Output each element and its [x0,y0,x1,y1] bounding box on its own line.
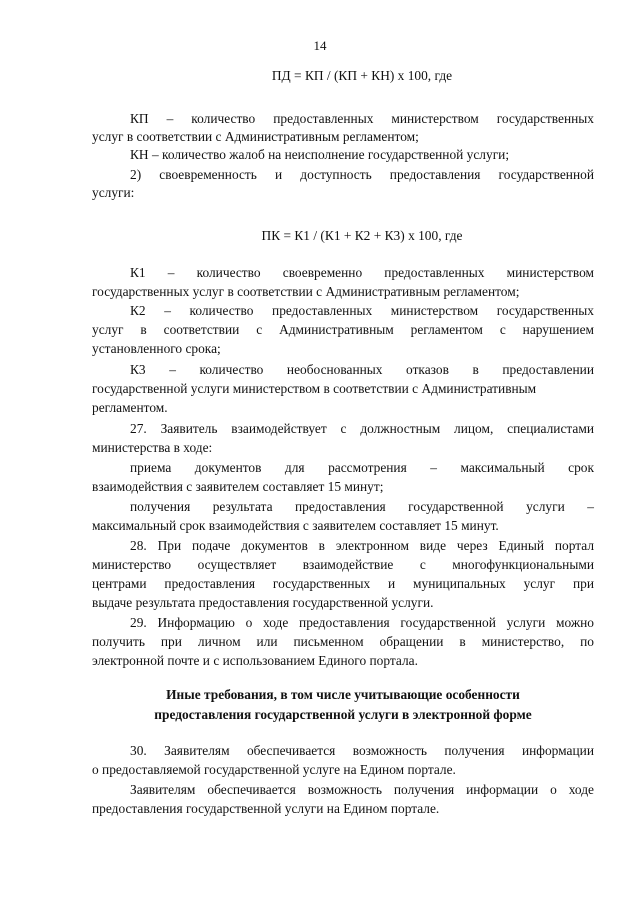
paragraph-line: К1 – количество своевременно предоставленных министерством [130,265,594,280]
paragraph-line: государственных услуг в соответствии с Административным регламентом; [92,284,520,299]
paragraph-line: регламентом. [92,400,168,415]
paragraph-line: электронной почте и с использованием Единого портала. [92,653,418,668]
paragraph-line: КП – количество предоставленных министерством государственных [130,111,594,126]
section-heading-line-2: предоставления государственной услуги в электронной форме [154,707,532,722]
paragraph-line: выдаче результата предоставления государственной услуги. [92,595,434,610]
paragraph-line: получения результата предоставления государственной услуги – [130,499,594,514]
section-heading-line-1: Иные требования, в том числе учитывающие особенности [166,687,520,702]
paragraph-line: министерства в ходе: [92,440,213,455]
paragraph-line: максимальный срок взаимодействия с заявителем составляет 15 минут. [92,518,499,533]
paragraph-line: Заявителям обеспечивается возможность получения информации о ходе [130,782,594,797]
paragraph-line: 2) своевременность и доступность предоставления государственной [130,167,594,182]
formula-pd: ПД = КП / (КП + КН) х 100, где [271,68,453,83]
paragraph-line: К3 – количество необоснованных отказов в предоставлении [130,362,594,377]
paragraph-line: получить при личном или письменном обращении в министерство, по [92,634,594,649]
paragraph-line: услуги: [92,185,135,200]
paragraph-line: 30. Заявителям обеспечивается возможность получения информации [130,743,594,758]
paragraph-line: 29. Информацию о ходе предоставления государственной услуги можно [130,615,594,630]
paragraph-line: 28. При подаче документов в электронном виде через Единый портал [130,538,594,553]
paragraph-line: 27. Заявитель взаимодействует с должностным лицом, специалистами [130,421,594,436]
paragraph-line: министерство осуществляет взаимодействие с многофункциональными [92,557,594,572]
paragraph-line: взаимодействия с заявителем составляет 15 минут; [92,479,384,494]
paragraph-line: установленного срока; [92,341,221,356]
page-number: 14 [313,38,327,53]
paragraph-line: государственной услуги министерством в соответствии с Административным [92,381,537,396]
paragraph-line: о предоставляемой государственной услуге на Едином портале. [92,762,456,777]
paragraph-line: приема документов для рассмотрения – максимальный срок [130,460,594,475]
paragraph-line: предоставления государственной услуги на Едином портале. [92,801,440,816]
paragraph-line: К2 – количество предоставленных министерством государственных [130,303,594,318]
paragraph-line: услуг в соответствии с Административным регламентом с нарушением [92,322,594,337]
formula-pk: ПК = К1 / (К1 + К2 + К3) х 100, где [261,228,463,243]
paragraph-line: КН – количество жалоб на неисполнение государственной услуги; [130,147,510,162]
paragraph-line: услуг в соответствии с Административным регламентом; [92,129,419,144]
paragraph-line: центрами предоставления государственных и муниципальных услуг при [92,576,594,591]
